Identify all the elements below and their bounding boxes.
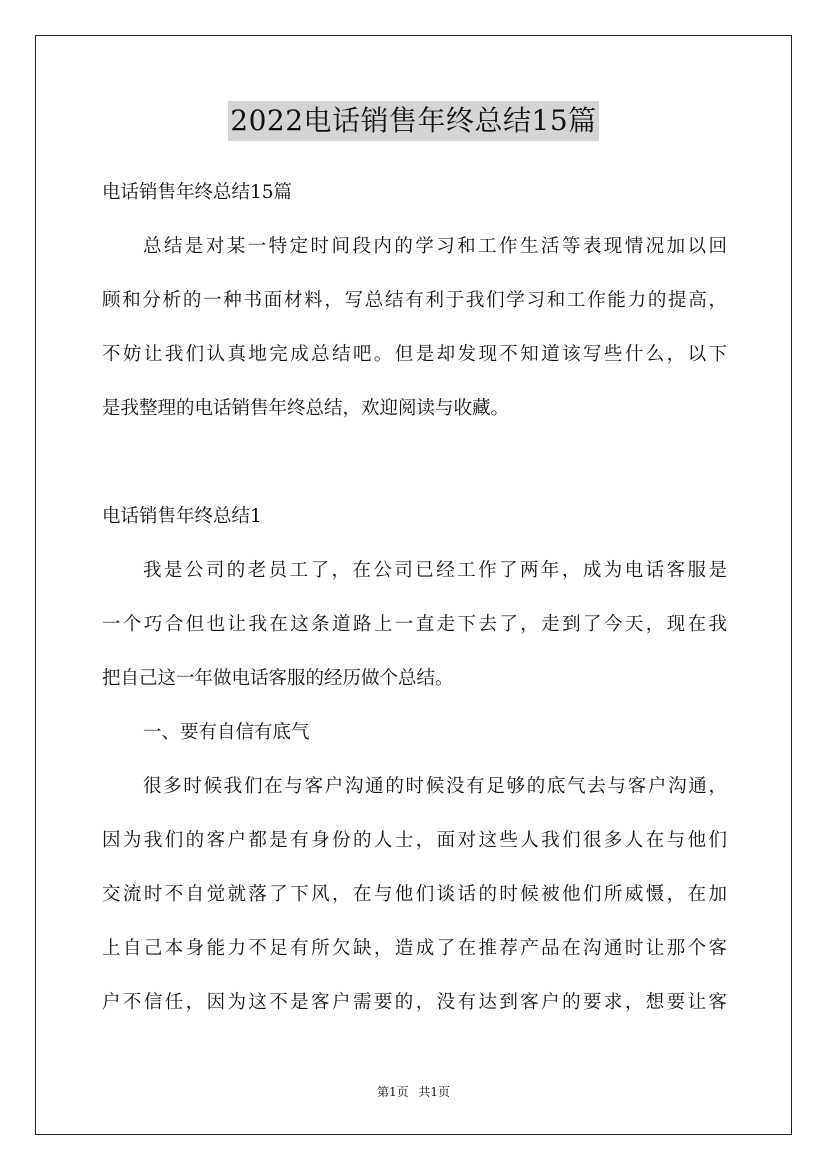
intro-line: 顾和分析的一种书面材料，写总结有利于我们学习和工作能力的提高， (102, 290, 727, 311)
page-number: 第1页 (376, 1085, 409, 1099)
document-subtitle: 电话销售年终总结15篇 (102, 182, 293, 203)
intro-line: 不妨让我们认真地完成总结吧。但是却发现不知道该写些什么，以下 (102, 344, 727, 365)
page-footer (0, 1082, 827, 1102)
section-heading: 电话销售年终总结1 (102, 506, 262, 527)
paragraph-line: 一个巧合但也让我在这条道路上一直走下去了，走到了今天，现在我 (102, 614, 727, 635)
paragraph-gap (102, 436, 727, 490)
intro-line: 总结是对某一特定时间段内的学习和工作生活等表现情况加以回 (143, 236, 727, 257)
document-title (0, 100, 827, 141)
intro-line: 是我整理的电话销售年终总结，欢迎阅读与收藏。 (102, 398, 510, 419)
paragraph-line: 户不信任，因为这不是客户需要的，没有达到客户的要求，想要让客 (102, 992, 727, 1013)
paragraph-line: 因为我们的客户都是有身份的人士，面对这些人我们很多人在与他们 (102, 830, 727, 851)
paragraph-line: 交流时不自觉就落了下风，在与他们谈话的时候被他们所威慑，在加 (102, 884, 727, 905)
page-total: 共1页 (418, 1085, 451, 1099)
document-body (102, 166, 727, 1030)
document-title-text: 2022电话销售年终总结15篇 (228, 101, 598, 141)
paragraph-line: 把自己这一年做电话客服的经历做个总结。 (102, 668, 454, 689)
paragraph-line: 上自己本身能力不足有所欠缺，造成了在推荐产品在沟通时让那个客 (102, 938, 727, 959)
paragraph-line: 我是公司的老员工了，在公司已经工作了两年，成为电话客服是 (143, 560, 727, 581)
paragraph-line: 很多时候我们在与客户沟通的时候没有足够的底气去与客户沟通， (143, 776, 727, 797)
point-heading: 一、要有自信有底气 (143, 722, 310, 743)
